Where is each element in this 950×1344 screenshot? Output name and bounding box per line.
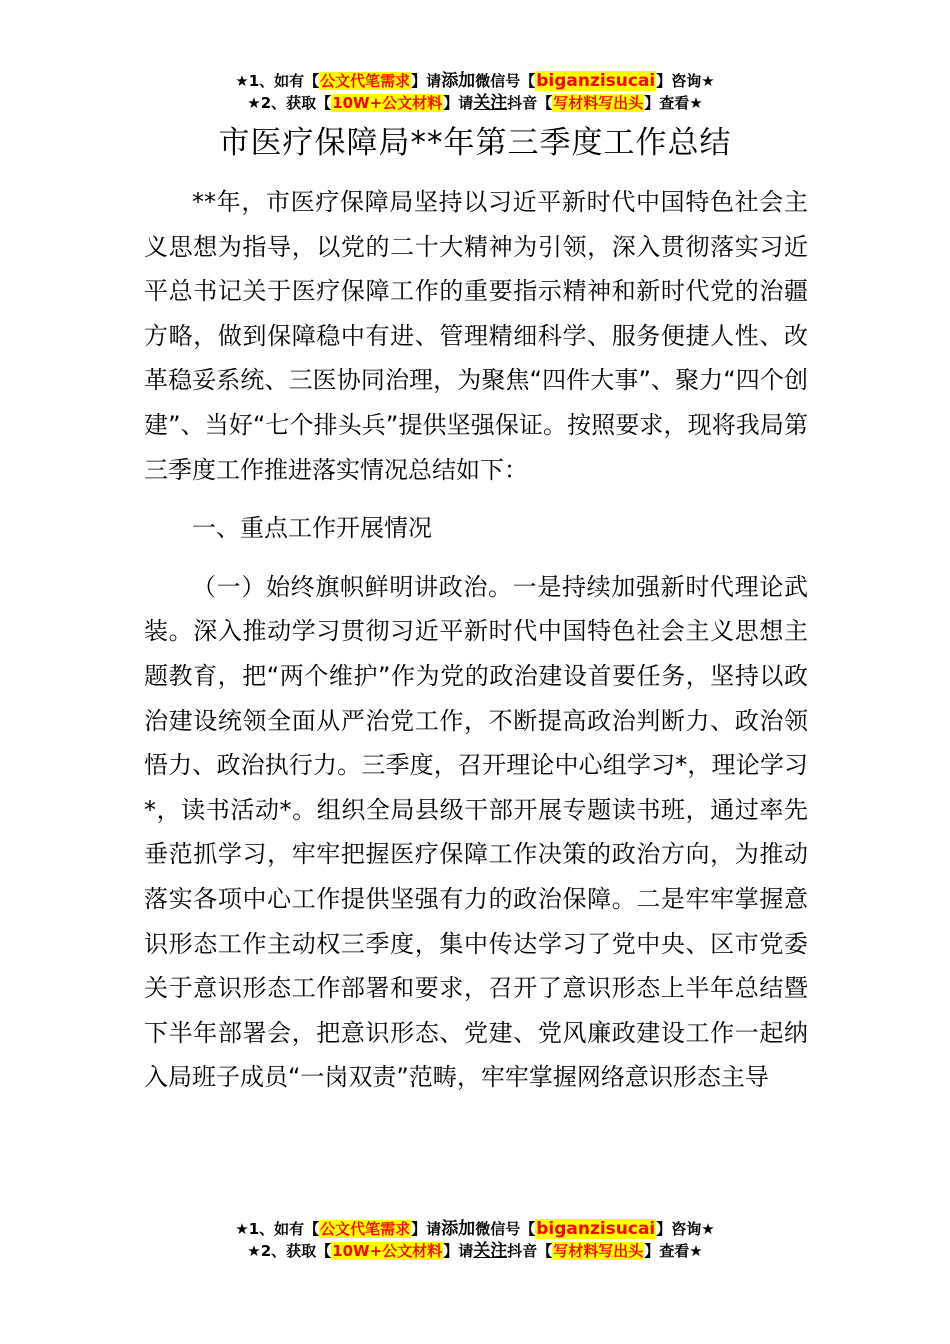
banner-text: 抖音【 (507, 94, 553, 112)
banner-text: 添加 (441, 1219, 476, 1239)
banner-line-1 (0, 1218, 950, 1240)
highlight-materials: 10W+公文材料 (332, 94, 443, 112)
section-heading: 一、重点工作开展情况 (192, 514, 432, 543)
banner-text: 抖音【 (507, 1242, 553, 1260)
banner-text: 关注 (473, 1241, 508, 1261)
banner-text: 】查看★ (644, 1242, 703, 1260)
document-title: 市医疗保障局**年第三季度工作总结 (218, 125, 732, 161)
banner-text: ★1、如有【 (235, 1220, 320, 1238)
banner-line-2 (0, 1240, 950, 1262)
banner-text: ★2、获取【 (247, 1242, 332, 1260)
header-banner (0, 70, 950, 114)
highlight-ghostwriting: 公文代笔需求 (320, 72, 411, 90)
banner-text: 】请 (443, 94, 474, 112)
highlight-wechat-id: biganzisucai (536, 71, 656, 91)
banner-line-2 (0, 92, 950, 114)
paragraph-politics: （一）始终旗帜鲜明讲政治。一是持续加强新时代理论武装。深入推动学习贯彻习近平新时代中国特色社会主义思想主题教育，把“两个维护”作为党的政治建设首要任务，坚持以政治建设统领全面从严治党工作，不断提高政治判断力、政治领悟力、政治执行力。三季度，召开理论中心组学习*，理论学习*，读书活动*。组织全局县级干部开展专题读书班，通过率先垂范抓学习，牢牢把握医疗保障工作决策的政治方向，为推动落实各项中心工作提供坚强有力的政治保障。二是牢牢掌握意识形态工作主动权三季度，集中传达学习了党中央、区市党委关于意识形态工作部署和要求，召开了意识形态上半年总结暨下半年部署会，把意识形态、党建、党风廉政建设工作一起纳入局班子成员“一岗双责”范畴，牢牢掌握网络意识形态主导 (144, 572, 808, 1092)
highlight-wechat-id: biganzisucai (536, 1219, 656, 1239)
highlight-douyin-account: 写材料写出头 (553, 94, 644, 112)
banner-text: 】咨询★ (656, 1220, 715, 1238)
banner-text: 微信号【 (475, 1220, 536, 1238)
banner-text: ★1、如有【 (235, 72, 320, 90)
banner-text: ★2、获取【 (247, 94, 332, 112)
document-body (144, 180, 808, 1100)
banner-text: 】请 (411, 72, 442, 90)
highlight-materials: 10W+公文材料 (332, 1242, 443, 1260)
banner-text: 】请 (443, 1242, 474, 1260)
footer-banner (0, 1218, 950, 1262)
banner-text: 添加 (441, 71, 476, 91)
paragraph-intro: **年，市医疗保障局坚持以习近平新时代中国特色社会主义思想为指导，以党的二十大精神为引领，深入贯彻落实习近平总书记关于医疗保障工作的重要指示精神和新时代党的治疆方略，做到保障稳中有进、管理精细科学、服务便捷人性、改革稳妥系统、三医协同治理，为聚焦“四件大事”、聚力“四个创建”、当好“七个排头兵”提供坚强保证。按照要求，现将我局第三季度工作推进落实情况总结如下： (144, 188, 808, 484)
banner-line-1 (0, 70, 950, 92)
banner-text: 微信号【 (475, 72, 536, 90)
highlight-ghostwriting: 公文代笔需求 (320, 1220, 411, 1238)
highlight-douyin-account: 写材料写出头 (553, 1242, 644, 1260)
banner-text: 】请 (411, 1220, 442, 1238)
banner-text: 关注 (473, 93, 508, 113)
banner-text: 】查看★ (644, 94, 703, 112)
banner-text: 】咨询★ (656, 72, 715, 90)
